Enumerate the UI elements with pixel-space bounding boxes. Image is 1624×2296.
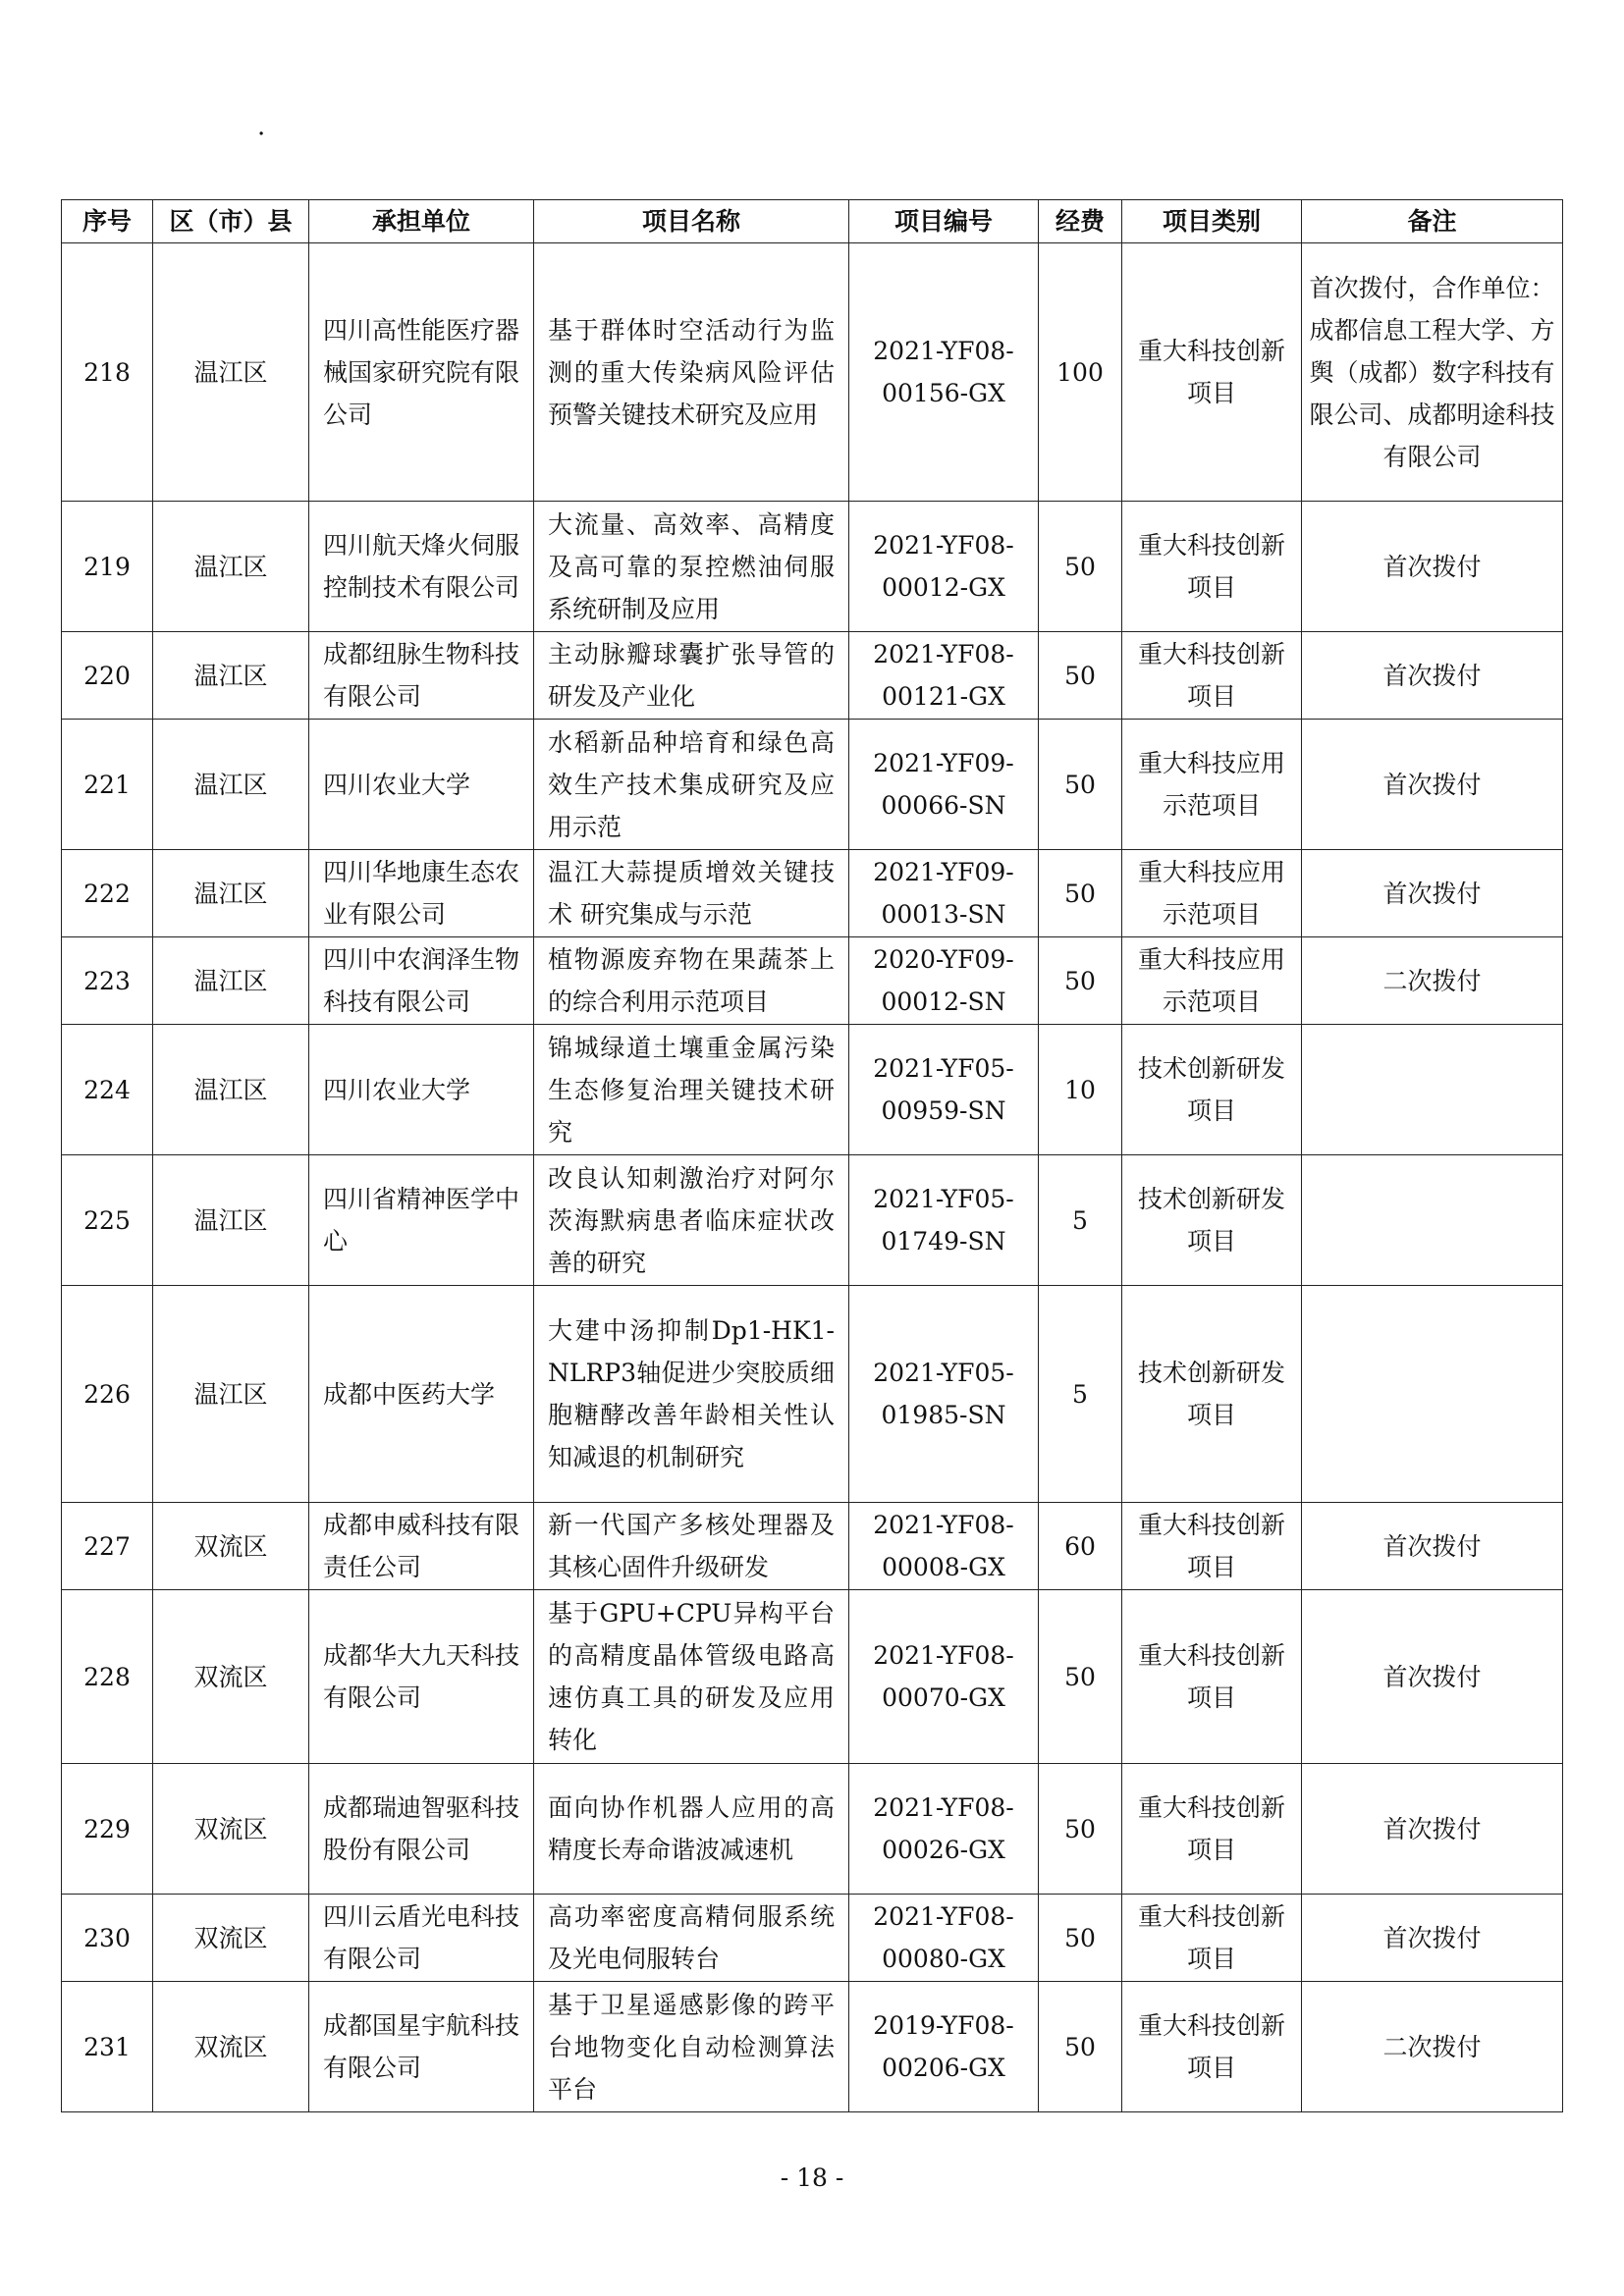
cell-district: 温江区 [153, 937, 309, 1025]
cell-unit: 四川农业大学 [309, 720, 534, 850]
cell-project-name: 大建中汤抑制Dp1-HK1-NLRP3轴促进少突胶质细胞糖酵改善年龄相关性认知减退的机制研究 [534, 1286, 849, 1503]
cell-project-code: 2021-YF05-01749-SN [849, 1155, 1039, 1286]
table-row [62, 850, 1563, 937]
cell-district: 双流区 [153, 1982, 309, 2112]
cell-project-name: 温江大蒜提质增效关键技术 研究集成与示范 [534, 850, 849, 937]
cell-fund: 50 [1039, 720, 1122, 850]
cell-unit: 四川航天烽火伺服控制技术有限公司 [309, 502, 534, 632]
cell-unit: 四川中农润泽生物科技有限公司 [309, 937, 534, 1025]
cell-index: 219 [62, 502, 153, 632]
cell-note [1302, 1286, 1563, 1503]
cell-fund: 100 [1039, 243, 1122, 502]
cell-project-name: 大流量、高效率、高精度及高可靠的泵控燃油伺服系统研制及应用 [534, 502, 849, 632]
cell-category: 技术创新研发项目 [1122, 1286, 1302, 1503]
cell-project-name: 面向协作机器人应用的高精度长寿命谐波减速机 [534, 1764, 849, 1895]
cell-unit: 成都国星宇航科技有限公司 [309, 1982, 534, 2112]
cell-index: 231 [62, 1982, 153, 2112]
header-category: 项目类别 [1122, 200, 1302, 243]
table-row [62, 1764, 1563, 1895]
cell-index: 221 [62, 720, 153, 850]
table-row [62, 1503, 1563, 1590]
cell-category: 技术创新研发项目 [1122, 1025, 1302, 1155]
cell-district: 温江区 [153, 1025, 309, 1155]
cell-district: 温江区 [153, 850, 309, 937]
cell-fund: 50 [1039, 1982, 1122, 2112]
cell-category: 重大科技创新项目 [1122, 1764, 1302, 1895]
table-row [62, 243, 1563, 502]
header-index: 序号 [62, 200, 153, 243]
cell-district: 双流区 [153, 1895, 309, 1982]
cell-district: 温江区 [153, 1155, 309, 1286]
page-marker: · [257, 120, 266, 149]
cell-index: 222 [62, 850, 153, 937]
project-table [61, 199, 1563, 2112]
cell-fund: 10 [1039, 1025, 1122, 1155]
cell-project-name: 主动脉瓣球囊扩张导管的研发及产业化 [534, 632, 849, 720]
cell-note: 首次拨付，合作单位：成都信息工程大学、方舆（成都）数字科技有限公司、成都明途科技有限公司 [1302, 243, 1563, 502]
cell-index: 228 [62, 1590, 153, 1764]
cell-district: 双流区 [153, 1590, 309, 1764]
cell-project-name: 基于群体时空活动行为监测的重大传染病风险评估预警关键技术研究及应用 [534, 243, 849, 502]
cell-unit: 成都申威科技有限责任公司 [309, 1503, 534, 1590]
cell-category: 重大科技创新项目 [1122, 1503, 1302, 1590]
cell-project-code: 2021-YF08-00080-GX [849, 1895, 1039, 1982]
cell-unit: 成都华大九天科技有限公司 [309, 1590, 534, 1764]
table-header-row [62, 200, 1563, 243]
cell-note: 首次拨付 [1302, 1895, 1563, 1982]
cell-project-code: 2019-YF08-00206-GX [849, 1982, 1039, 2112]
cell-note: 二次拨付 [1302, 1982, 1563, 2112]
cell-index: 225 [62, 1155, 153, 1286]
cell-note: 首次拨付 [1302, 502, 1563, 632]
cell-project-code: 2021-YF08-00012-GX [849, 502, 1039, 632]
cell-project-code: 2021-YF09-00066-SN [849, 720, 1039, 850]
cell-fund: 5 [1039, 1286, 1122, 1503]
cell-unit: 四川省精神医学中心 [309, 1155, 534, 1286]
header-project-code: 项目编号 [849, 200, 1039, 243]
cell-index: 223 [62, 937, 153, 1025]
cell-fund: 50 [1039, 1590, 1122, 1764]
table-row [62, 632, 1563, 720]
cell-note: 首次拨付 [1302, 632, 1563, 720]
cell-note: 二次拨付 [1302, 937, 1563, 1025]
cell-unit: 四川华地康生态农业有限公司 [309, 850, 534, 937]
table-row [62, 1286, 1563, 1503]
cell-project-name: 基于GPU+CPU异构平台的高精度晶体管级电路高速仿真工具的研发及应用转化 [534, 1590, 849, 1764]
cell-index: 229 [62, 1764, 153, 1895]
cell-unit: 成都瑞迪智驱科技股份有限公司 [309, 1764, 534, 1895]
cell-category: 技术创新研发项目 [1122, 1155, 1302, 1286]
cell-category: 重大科技创新项目 [1122, 502, 1302, 632]
cell-district: 双流区 [153, 1503, 309, 1590]
cell-project-code: 2020-YF09-00012-SN [849, 937, 1039, 1025]
cell-fund: 50 [1039, 502, 1122, 632]
cell-category: 重大科技应用示范项目 [1122, 720, 1302, 850]
cell-project-name: 高功率密度高精伺服系统及光电伺服转台 [534, 1895, 849, 1982]
cell-district: 双流区 [153, 1764, 309, 1895]
cell-category: 重大科技创新项目 [1122, 1895, 1302, 1982]
cell-project-name: 水稻新品种培育和绿色高效生产技术集成研究及应用示范 [534, 720, 849, 850]
cell-category: 重大科技创新项目 [1122, 243, 1302, 502]
cell-fund: 60 [1039, 1503, 1122, 1590]
cell-unit: 四川农业大学 [309, 1025, 534, 1155]
cell-unit: 成都中医药大学 [309, 1286, 534, 1503]
cell-index: 226 [62, 1286, 153, 1503]
cell-project-name: 植物源废弃物在果蔬茶上的综合利用示范项目 [534, 937, 849, 1025]
cell-project-code: 2021-YF08-00008-GX [849, 1503, 1039, 1590]
cell-category: 重大科技创新项目 [1122, 1590, 1302, 1764]
cell-fund: 50 [1039, 937, 1122, 1025]
cell-unit: 四川云盾光电科技有限公司 [309, 1895, 534, 1982]
cell-note: 首次拨付 [1302, 1503, 1563, 1590]
cell-project-code: 2021-YF08-00156-GX [849, 243, 1039, 502]
cell-category: 重大科技应用示范项目 [1122, 850, 1302, 937]
cell-note: 首次拨付 [1302, 1764, 1563, 1895]
cell-category: 重大科技创新项目 [1122, 1982, 1302, 2112]
cell-project-code: 2021-YF08-00026-GX [849, 1764, 1039, 1895]
header-district: 区（市）县 [153, 200, 309, 243]
cell-note: 首次拨付 [1302, 720, 1563, 850]
cell-district: 温江区 [153, 243, 309, 502]
header-fund: 经费 [1039, 200, 1122, 243]
cell-note: 首次拨付 [1302, 850, 1563, 937]
cell-district: 温江区 [153, 502, 309, 632]
header-unit: 承担单位 [309, 200, 534, 243]
table-row [62, 937, 1563, 1025]
cell-fund: 50 [1039, 1764, 1122, 1895]
header-project-name: 项目名称 [534, 200, 849, 243]
cell-project-code: 2021-YF08-00070-GX [849, 1590, 1039, 1764]
header-note: 备注 [1302, 200, 1563, 243]
table-row [62, 1155, 1563, 1286]
cell-project-code: 2021-YF05-00959-SN [849, 1025, 1039, 1155]
table-row [62, 1025, 1563, 1155]
cell-fund: 50 [1039, 632, 1122, 720]
cell-fund: 50 [1039, 850, 1122, 937]
cell-category: 重大科技应用示范项目 [1122, 937, 1302, 1025]
cell-unit: 成都纽脉生物科技有限公司 [309, 632, 534, 720]
page-number: - 18 - [780, 2163, 844, 2192]
cell-category: 重大科技创新项目 [1122, 632, 1302, 720]
cell-index: 218 [62, 243, 153, 502]
cell-index: 224 [62, 1025, 153, 1155]
cell-project-name: 新一代国产多核处理器及其核心固件升级研发 [534, 1503, 849, 1590]
cell-note [1302, 1155, 1563, 1286]
table-row [62, 720, 1563, 850]
cell-project-name: 基于卫星遥感影像的跨平台地物变化自动检测算法平台 [534, 1982, 849, 2112]
cell-index: 227 [62, 1503, 153, 1590]
cell-district: 温江区 [153, 720, 309, 850]
cell-district: 温江区 [153, 1286, 309, 1503]
cell-project-name: 锦城绿道土壤重金属污染生态修复治理关键技术研究 [534, 1025, 849, 1155]
cell-unit: 四川高性能医疗器械国家研究院有限公司 [309, 243, 534, 502]
table-row [62, 502, 1563, 632]
cell-note [1302, 1025, 1563, 1155]
table-row [62, 1590, 1563, 1764]
cell-project-name: 改良认知刺激治疗对阿尔茨海默病患者临床症状改善的研究 [534, 1155, 849, 1286]
table-row [62, 1895, 1563, 1982]
cell-project-code: 2021-YF08-00121-GX [849, 632, 1039, 720]
cell-fund: 5 [1039, 1155, 1122, 1286]
cell-fund: 50 [1039, 1895, 1122, 1982]
table-row [62, 1982, 1563, 2112]
cell-note: 首次拨付 [1302, 1590, 1563, 1764]
cell-district: 温江区 [153, 632, 309, 720]
cell-project-code: 2021-YF09-00013-SN [849, 850, 1039, 937]
cell-project-code: 2021-YF05-01985-SN [849, 1286, 1039, 1503]
cell-index: 220 [62, 632, 153, 720]
cell-index: 230 [62, 1895, 153, 1982]
